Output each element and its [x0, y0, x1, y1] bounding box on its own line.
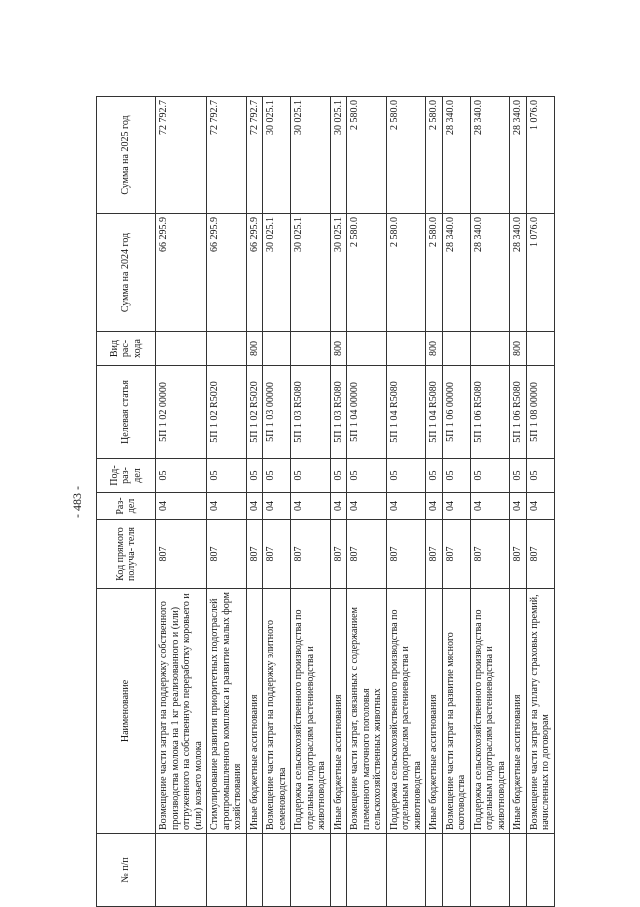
table-header-row [97, 97, 156, 907]
table-row [426, 97, 443, 907]
cell-section: 04 [526, 493, 554, 520]
cell-expense-type [386, 332, 426, 366]
cell-sum-2024: 28 340.0 [442, 214, 470, 332]
cell-recipient-code: 807 [246, 520, 263, 589]
cell-target-article: 5П 1 06 00000 [442, 366, 470, 459]
table-row [526, 97, 554, 907]
cell-section: 04 [291, 493, 331, 520]
cell-sum-2025: 72 792.7 [156, 97, 207, 214]
cell-subsection: 05 [526, 459, 554, 493]
cell-sum-2025: 30 025.1 [291, 97, 331, 214]
cell-recipient-code: 807 [470, 520, 510, 589]
cell-subsection: 05 [207, 459, 247, 493]
cell-recipient-code: 807 [442, 520, 470, 589]
cell-target-article: 5П 1 06 R5080 [510, 366, 527, 459]
cell-recipient-code: 807 [263, 520, 291, 589]
cell-index [526, 834, 554, 907]
cell-recipient-code: 807 [426, 520, 443, 589]
cell-section: 04 [156, 493, 207, 520]
cell-index [330, 834, 347, 907]
cell-section: 04 [442, 493, 470, 520]
cell-index [263, 834, 291, 907]
cell-name: Возмещение части затрат на поддержку собственного производства молока на 1 кг реализованного и (или) отгруженного на собственную переработку коровьего и (или) козьего молока [156, 589, 207, 834]
cell-index [426, 834, 443, 907]
cell-recipient-code: 807 [207, 520, 247, 589]
cell-sum-2024: 30 025.1 [291, 214, 331, 332]
cell-name: Иные бюджетные ассигнования [246, 589, 263, 834]
cell-expense-type: 800 [330, 332, 347, 366]
cell-target-article: 5П 1 03 R5080 [291, 366, 331, 459]
cell-name: Возмещение части затрат на уплату страховых премий, начисленных по договорам [526, 589, 554, 834]
cell-section: 04 [347, 493, 387, 520]
cell-subsection: 05 [330, 459, 347, 493]
cell-expense-type [263, 332, 291, 366]
cell-sum-2024: 30 025.1 [263, 214, 291, 332]
cell-expense-type [156, 332, 207, 366]
cell-subsection: 05 [442, 459, 470, 493]
header-target-article: Целевая статья [97, 366, 156, 459]
cell-name: Поддержка сельскохозяйственного производства по отдельным подотраслям растениеводства и животноводства [291, 589, 331, 834]
cell-expense-type: 800 [426, 332, 443, 366]
header-index: № п/п [97, 834, 156, 907]
table-row [246, 97, 263, 907]
cell-index [470, 834, 510, 907]
table-row [386, 97, 426, 907]
cell-name: Поддержка сельскохозяйственного производства по отдельным подотраслям растениеводства и животноводства [386, 589, 426, 834]
cell-index [510, 834, 527, 907]
cell-recipient-code: 807 [330, 520, 347, 589]
table-row [207, 97, 247, 907]
cell-sum-2025: 72 792.7 [207, 97, 247, 214]
cell-index [347, 834, 387, 907]
header-subsection: Под- раз- дел [97, 459, 156, 493]
table-row [291, 97, 331, 907]
cell-index [386, 834, 426, 907]
cell-expense-type [207, 332, 247, 366]
cell-expense-type [347, 332, 387, 366]
table-row [347, 97, 387, 907]
cell-sum-2024: 28 340.0 [510, 214, 527, 332]
cell-sum-2025: 1 076.0 [526, 97, 554, 214]
header-section: Раз- дел [97, 493, 156, 520]
cell-sum-2025: 2 580.0 [426, 97, 443, 214]
cell-recipient-code: 807 [347, 520, 387, 589]
cell-name: Иные бюджетные ассигнования [330, 589, 347, 834]
cell-section: 04 [330, 493, 347, 520]
cell-target-article: 5П 1 03 00000 [263, 366, 291, 459]
cell-sum-2025: 28 340.0 [510, 97, 527, 214]
header-expense-type: Вид рас- хода [97, 332, 156, 366]
cell-section: 04 [470, 493, 510, 520]
cell-target-article: 5П 1 02 00000 [156, 366, 207, 459]
cell-name: Возмещение части затрат на поддержку элитного семеноводства [263, 589, 291, 834]
table-row [510, 97, 527, 907]
header-sum-2024: Сумма на 2024 год [97, 214, 156, 332]
cell-subsection: 05 [470, 459, 510, 493]
cell-sum-2025: 72 792.7 [246, 97, 263, 214]
cell-expense-type [526, 332, 554, 366]
cell-sum-2024: 66 295.9 [207, 214, 247, 332]
cell-sum-2025: 30 025.1 [330, 97, 347, 214]
header-name: Наименование [97, 589, 156, 834]
cell-subsection: 05 [347, 459, 387, 493]
cell-index [246, 834, 263, 907]
cell-target-article: 5П 1 08 00000 [526, 366, 554, 459]
cell-index [442, 834, 470, 907]
cell-recipient-code: 807 [386, 520, 426, 589]
cell-sum-2024: 2 580.0 [347, 214, 387, 332]
cell-subsection: 05 [426, 459, 443, 493]
cell-name: Иные бюджетные ассигнования [426, 589, 443, 834]
cell-expense-type [442, 332, 470, 366]
cell-sum-2024: 66 295.9 [246, 214, 263, 332]
cell-index [291, 834, 331, 907]
cell-target-article: 5П 1 03 R5080 [330, 366, 347, 459]
table-row [156, 97, 207, 907]
cell-target-article: 5П 1 02 R5020 [246, 366, 263, 459]
cell-sum-2025: 2 580.0 [347, 97, 387, 214]
cell-recipient-code: 807 [526, 520, 554, 589]
cell-sum-2025: 28 340.0 [442, 97, 470, 214]
cell-sum-2024: 28 340.0 [470, 214, 510, 332]
cell-subsection: 05 [386, 459, 426, 493]
table-row [330, 97, 347, 907]
cell-expense-type: 800 [510, 332, 527, 366]
table-row [470, 97, 510, 907]
page-number: - 483 - [70, 486, 84, 518]
cell-expense-type [470, 332, 510, 366]
cell-name: Возмещение части затрат на развитие мясного скотоводства [442, 589, 470, 834]
cell-sum-2024: 30 025.1 [330, 214, 347, 332]
table-body [156, 97, 555, 907]
cell-section: 04 [386, 493, 426, 520]
cell-subsection: 05 [291, 459, 331, 493]
cell-sum-2024: 2 580.0 [426, 214, 443, 332]
cell-expense-type [291, 332, 331, 366]
cell-sum-2024: 66 295.9 [156, 214, 207, 332]
table-row [263, 97, 291, 907]
cell-section: 04 [246, 493, 263, 520]
cell-section: 04 [426, 493, 443, 520]
cell-section: 04 [510, 493, 527, 520]
cell-sum-2024: 2 580.0 [386, 214, 426, 332]
cell-expense-type: 800 [246, 332, 263, 366]
cell-target-article: 5П 1 02 R5020 [207, 366, 247, 459]
cell-name: Возмещение части затрат, связанных с содержанием племенного маточного поголовья сельскохозяйственных животных [347, 589, 387, 834]
cell-index [156, 834, 207, 907]
header-recipient-code: Код прямого получа- теля [97, 520, 156, 589]
cell-subsection: 05 [510, 459, 527, 493]
cell-subsection: 05 [156, 459, 207, 493]
cell-recipient-code: 807 [291, 520, 331, 589]
cell-subsection: 05 [263, 459, 291, 493]
cell-section: 04 [263, 493, 291, 520]
cell-recipient-code: 807 [510, 520, 527, 589]
budget-table [96, 96, 555, 907]
cell-sum-2025: 30 025.1 [263, 97, 291, 214]
cell-name: Стимулирование развития приоритетных подотраслей агропромышленного комплекса и развитие малых форм хозяйствования [207, 589, 247, 834]
cell-name: Поддержка сельскохозяйственного производства по отдельным подотраслям растениеводства и животноводства [470, 589, 510, 834]
header-sum-2025: Сумма на 2025 год [97, 97, 156, 214]
cell-name: Иные бюджетные ассигнования [510, 589, 527, 834]
cell-sum-2024: 1 076.0 [526, 214, 554, 332]
cell-sum-2025: 28 340.0 [470, 97, 510, 214]
cell-subsection: 05 [246, 459, 263, 493]
cell-section: 04 [207, 493, 247, 520]
cell-target-article: 5П 1 04 00000 [347, 366, 387, 459]
cell-recipient-code: 807 [156, 520, 207, 589]
cell-target-article: 5П 1 06 R5080 [470, 366, 510, 459]
table-row [442, 97, 470, 907]
cell-index [207, 834, 247, 907]
cell-target-article: 5П 1 04 R5080 [426, 366, 443, 459]
cell-target-article: 5П 1 04 R5080 [386, 366, 426, 459]
document-page [70, 97, 570, 907]
cell-sum-2025: 2 580.0 [386, 97, 426, 214]
